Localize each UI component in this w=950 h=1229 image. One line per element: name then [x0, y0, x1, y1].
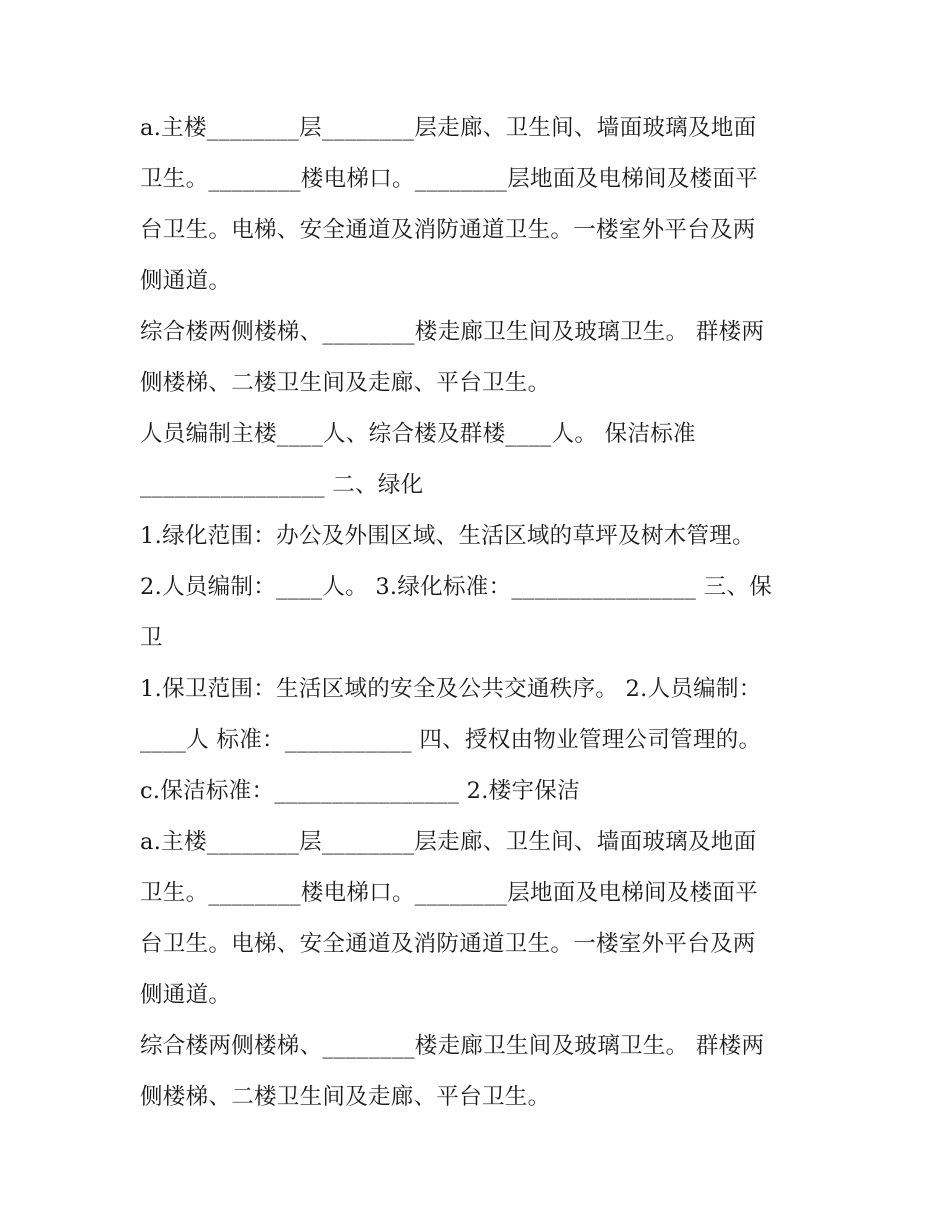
- text-line: 卫生。________楼电梯口。________层地面及电梯间及楼面平: [140, 880, 759, 906]
- text-line: 1.绿化范围：办公及外围区域、生活区域的草坪及树木管理。: [140, 523, 755, 549]
- text-line: 侧通道。: [140, 268, 232, 294]
- text-line: 1.保卫范围：生活区域的安全及公共交通秩序。 2.人员编制：: [140, 676, 762, 702]
- text-line: 2.人员编制：____人。 3.绿化标准：________________ 三、保: [140, 574, 773, 600]
- text-line: a.主楼________层________层走廊、卫生间、墙面玻璃及地面: [140, 115, 757, 141]
- text-line: 侧楼梯、二楼卫生间及走廊、平台卫生。: [140, 370, 551, 396]
- text-line: 台卫生。电梯、安全通道及消防通道卫生。一楼室外平台及两: [140, 931, 756, 957]
- text-line: 卫: [140, 625, 163, 651]
- text-line: 综合楼两侧楼梯、________楼走廊卫生间及玻璃卫生。 群楼两: [140, 1033, 765, 1059]
- text-line: 卫生。________楼电梯口。________层地面及电梯间及楼面平: [140, 166, 759, 192]
- text-line: c.保洁标准：________________ 2.楼宇保洁: [140, 778, 580, 804]
- text-line: 人员编制主楼____人、综合楼及群楼____人。 保洁标准: [140, 421, 696, 447]
- text-line: 综合楼两侧楼梯、________楼走廊卫生间及玻璃卫生。 群楼两: [140, 319, 765, 345]
- text-line: 侧楼梯、二楼卫生间及走廊、平台卫生。: [140, 1084, 551, 1110]
- text-line: ____人 标准：___________ 四、授权由物业管理公司管理的。: [140, 727, 762, 753]
- text-line: 侧通道。: [140, 982, 232, 1008]
- text-line: ________________ 二、绿化: [140, 472, 424, 498]
- document-page: [140, 103, 820, 1123]
- text-line: 台卫生。电梯、安全通道及消防通道卫生。一楼室外平台及两: [140, 217, 756, 243]
- text-line: a.主楼________层________层走廊、卫生间、墙面玻璃及地面: [140, 829, 757, 855]
